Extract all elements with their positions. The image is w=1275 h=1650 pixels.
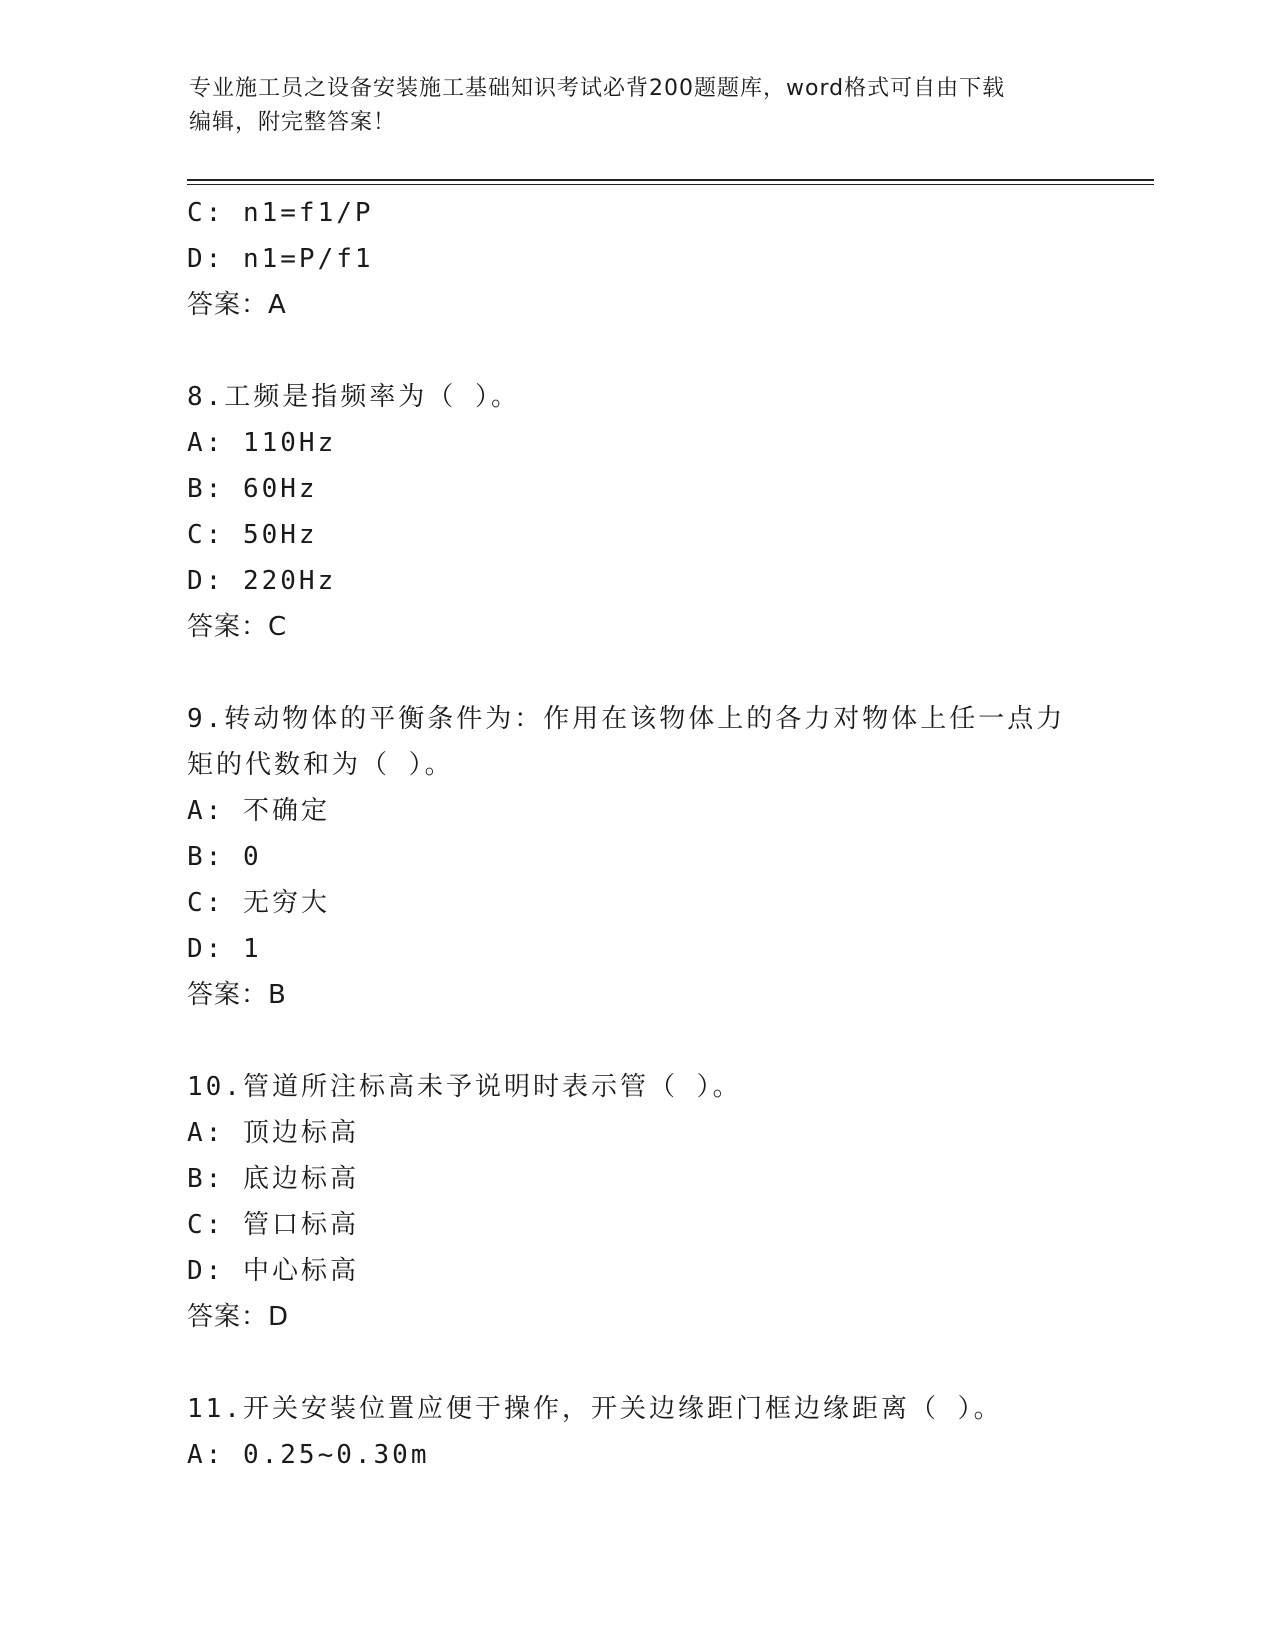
option-a: A: 0.25~0.30m [187, 1440, 430, 1470]
question-title: 10.管道所注标高未予说明时表示管（ ）。 [187, 1072, 742, 1102]
header-line-1: 专业施工员之设备安装施工基础知识考试必背200题题库，word格式可自由下载 [189, 76, 1006, 101]
question-block-11 [187, 1386, 1087, 1478]
option-c: C: 50Hz [187, 520, 318, 550]
question-list [187, 190, 1087, 1478]
question-title: 8.工频是指频率为（ ）。 [187, 382, 520, 412]
document-header [189, 72, 1069, 140]
option-d: D: 1 [187, 934, 262, 964]
question-title: 11.开关安装位置应便于操作，开关边缘距门框边缘距离（ ）。 [187, 1394, 1003, 1424]
answer-line: 答案：A [187, 290, 287, 320]
answer-line: 答案：B [187, 980, 287, 1010]
option-d: D: 中心标高 [187, 1256, 359, 1286]
answer-line: 答案：D [187, 1302, 290, 1332]
option-d: D: 220Hz [187, 566, 337, 596]
option-b: B: 60Hz [187, 474, 318, 504]
header-line-2: 编辑，附完整答案！ [189, 110, 397, 135]
option-c: C: n1=f1/P [187, 198, 374, 228]
option-b: B: 0 [187, 842, 262, 872]
answer-line: 答案：C [187, 612, 288, 642]
option-a: A: 110Hz [187, 428, 337, 458]
question-block-9 [187, 696, 1087, 1018]
header-divider-thin [187, 184, 1154, 185]
header-divider-thick [187, 179, 1154, 181]
option-a: A: 顶边标高 [187, 1118, 359, 1148]
option-d: D: n1=P/f1 [187, 244, 374, 274]
question-block-8 [187, 374, 1087, 650]
question-block-prev [187, 190, 1087, 328]
option-c: C: 管口标高 [187, 1210, 359, 1240]
option-b: B: 底边标高 [187, 1164, 359, 1194]
question-title: 9.转动物体的平衡条件为：作用在该物体上的各力对物体上任一点力矩的代数和为（ ）。 [187, 704, 1066, 780]
option-a: A: 不确定 [187, 796, 330, 826]
question-block-10 [187, 1064, 1087, 1340]
option-c: C: 无穷大 [187, 888, 330, 918]
